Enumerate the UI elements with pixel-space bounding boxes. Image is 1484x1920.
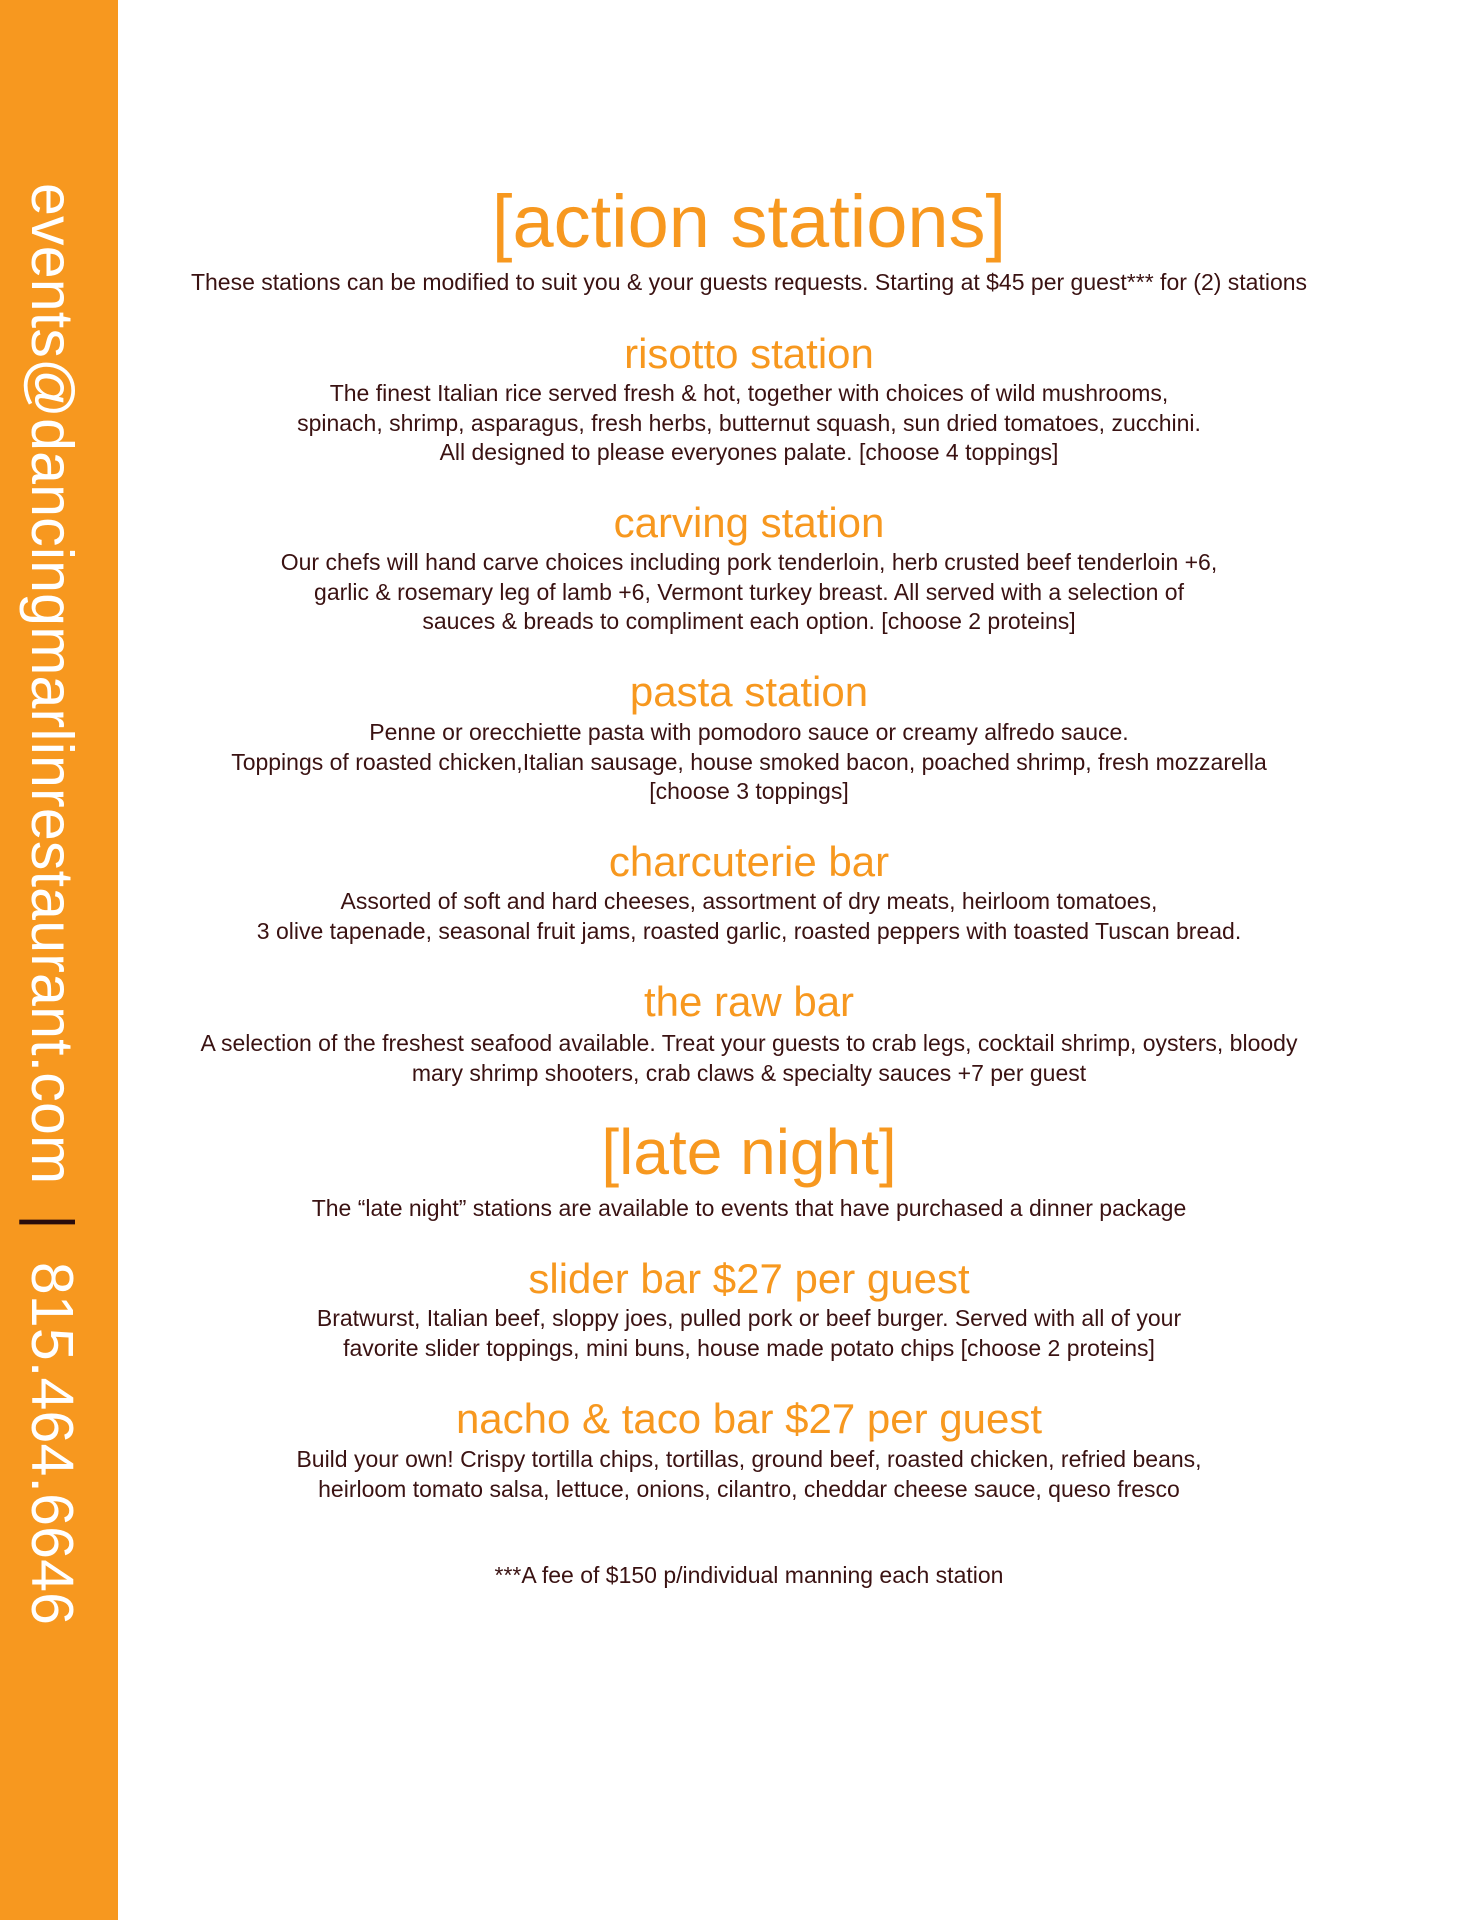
email-link[interactable]: events@dancingmarlinrestaurant.com [19,183,85,1185]
late-night-title: [late night] [601,1116,897,1188]
station-desc-line: A selection of the freshest seafood available. Treat your guests to crab legs, cocktail shrimp, oysters, bloody [200,1030,1298,1056]
station-desc-line: garlic & rosemary leg of lamb +6, Vermont turkey breast. All served with a selection of [314,578,1184,605]
station-desc-line: favorite slider toppings, mini buns, house made potato chips [choose 2 proteins] [343,1334,1155,1361]
station-desc-slider-bar [118,1304,1380,1363]
station-title-nacho-taco-bar: nacho & taco bar $27 per guest [455,1395,1043,1442]
station-desc-line: Toppings of roasted chicken,Italian sausage, house smoked bacon, poached shrimp, fresh mozzarella [231,748,1267,775]
station-desc-line: Assorted of soft and hard cheeses, assortment of dry meats, heirloom tomatoes, [340,888,1158,914]
station-title-charcuterie: charcuterie bar [608,838,890,885]
station-desc-pasta [118,718,1380,807]
station-desc-line: Penne or orecchiette pasta with pomodoro sauce or creamy alfredo sauce. [369,719,1129,745]
station-title-pasta: pasta station [629,668,869,715]
menu-content [118,0,1380,1920]
station-title-risotto: risotto station [624,330,874,377]
sidebar-contact [19,183,85,1626]
station-desc-line: Bratwurst, Italian beef, sloppy joes, pulled pork or beef burger. Served with all of your [316,1305,1182,1331]
contact-separator: | [19,1214,85,1230]
station-desc-carving [118,548,1380,637]
station-desc-line: Build your own! Crispy tortilla chips, tortillas, ground beef, roasted chicken, refried beans, [296,1446,1202,1472]
station-title-slider-bar: slider bar $27 per guest [528,1255,970,1302]
station-desc-raw-bar [118,1029,1380,1088]
station-desc-charcuterie [118,887,1380,946]
station-title-carving: carving station [613,499,885,546]
station-desc-line: mary shrimp shooters, crab claws & specialty sauces +7 per guest [411,1059,1087,1086]
station-desc-line: Our chefs will hand carve choices including pork tenderloin, herb crusted beef tenderloin +6, [280,549,1218,575]
station-desc-risotto [118,379,1380,468]
station-title-raw-bar: the raw bar [643,978,855,1025]
sidebar [0,0,118,1920]
station-desc-line: spinach, shrimp, asparagus, fresh herbs, butternut squash, sun dried tomatoes, zucchini. [297,409,1201,436]
action-stations-title: [action stations] [491,180,1007,263]
phone-link[interactable]: 815.464.6646 [19,1261,85,1626]
station-desc-line: sauces & breads to compliment each option. [choose 2 proteins] [422,608,1076,634]
action-stations-intro: These stations can be modified to suit you & your guests requests. Starting at $45 per guest*** for (2) stations [190,269,1308,295]
station-desc-line: 3 olive tapenade, seasonal fruit jams, roasted garlic, roasted peppers with toasted Tuscan bread. [256,917,1242,944]
station-desc-line: All designed to please everyones palate. [choose 4 toppings] [439,439,1059,465]
late-night-intro: The “late night” stations are available to events that have purchased a dinner package [311,1195,1187,1221]
station-desc-line: The finest Italian rice served fresh & hot, together with choices of wild mushrooms, [329,380,1169,406]
station-desc-nacho-taco-bar [118,1445,1380,1504]
footnote: ***A fee of $150 p/individual manning each station [494,1562,1004,1588]
station-desc-line: [choose 3 toppings] [649,778,849,804]
station-desc-line: heirloom tomato salsa, lettuce, onions, cilantro, cheddar cheese sauce, queso fresco [318,1475,1180,1502]
